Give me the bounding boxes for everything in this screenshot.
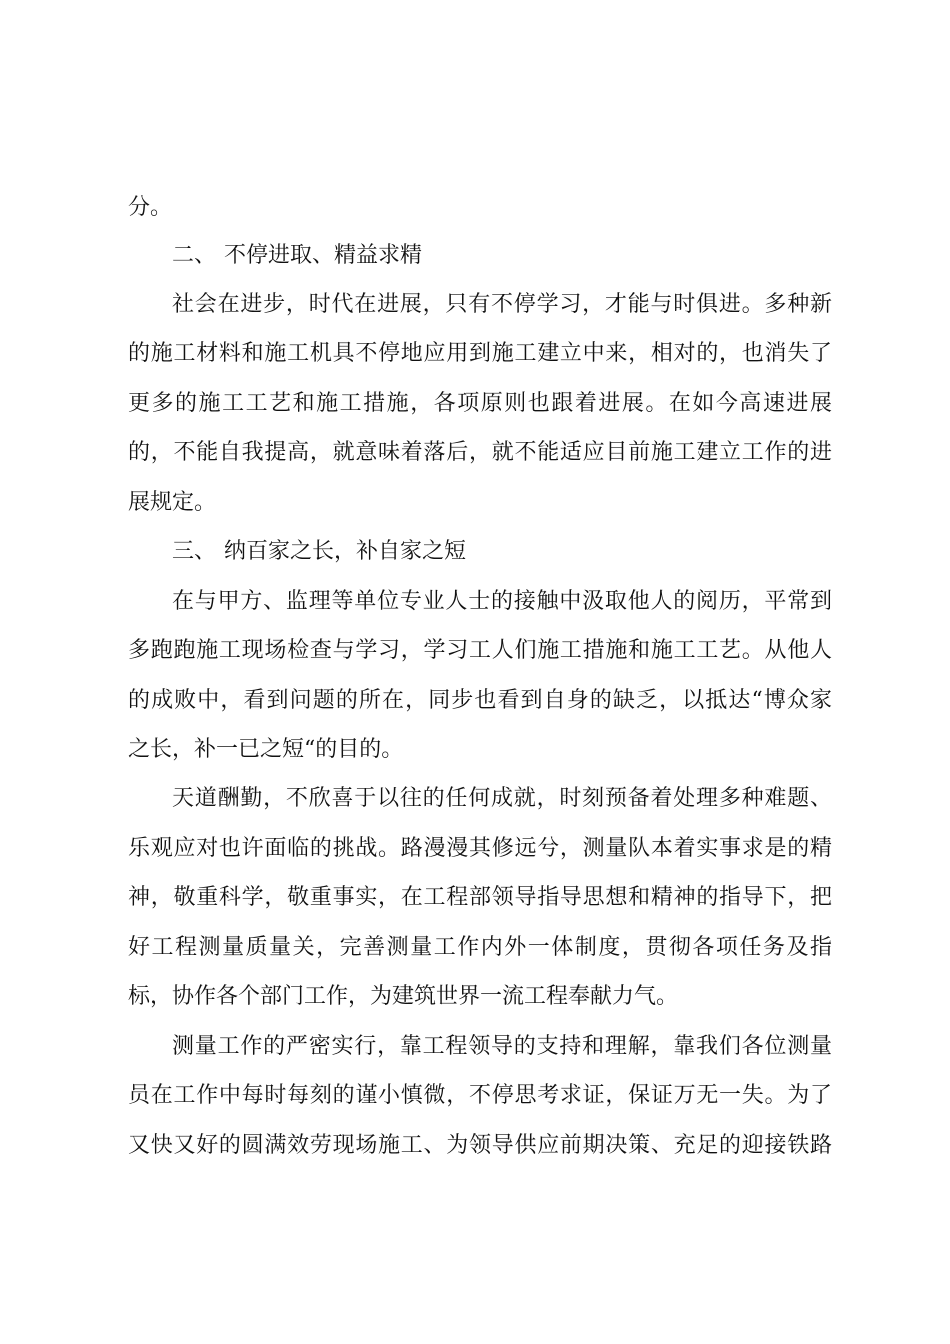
paragraph-line: 天道酬勤，不欣喜于以往的任何成就，时刻预备着处理多种难题、: [172, 786, 832, 811]
section-heading-3: [172, 537, 832, 567]
section-number: 三、: [172, 539, 217, 564]
paragraph-line: 乐观应对也许面临的挑战。路漫漫其修远兮，测量队本着实事求是的精: [128, 836, 832, 861]
text-line: 分。: [128, 195, 173, 220]
paragraph-line: 好工程测量质量关，完善测量工作内外一体制度，贯彻各项任务及指: [128, 935, 832, 960]
paragraph-line: 的施工材料和施工机具不停地应用到施工建立中来，相对的，也消失了: [128, 341, 832, 366]
paragraph-line: 测量工作的严密实行，靠工程领导的支持和理解，靠我们各位测量: [172, 1034, 832, 1059]
paragraph-line: 更多的施工工艺和施工措施，各项原则也跟着进展。在如今高速进展: [128, 391, 832, 416]
paragraph-line: 员在工作中每时每刻的谨小慎微，不停思考求证，保证万无一失。为了: [128, 1083, 832, 1108]
paragraph-line: 之长，补一已之短“的目的。: [128, 737, 404, 762]
paragraph-line: 展规定。: [128, 490, 217, 515]
section-number: 二、: [172, 243, 217, 268]
paragraph-line: 多跑跑施工现场检查与学习，学习工人们施工措施和施工工艺。从他人: [128, 638, 832, 663]
paragraph-line: 社会在进步，时代在进展，只有不停学习，才能与时俱进。多种新: [172, 292, 832, 317]
paragraph-line: 又快又好的圆满效劳现场施工、为领导供应前期决策、充足的迎接铁路: [128, 1133, 832, 1158]
paragraph-line: 的，不能自我提高，就意味着落后，就不能适应目前施工建立工作的进: [128, 440, 832, 465]
paragraph-line: 标，协作各个部门工作，为建筑世界一流工程奉献力气。: [128, 984, 679, 1009]
paragraph-line: 的成败中，看到问题的所在，同步也看到自身的缺乏，以抵达“博众家: [128, 688, 832, 713]
paragraph-line: 神，敬重科学，敬重事实，在工程部领导指导思想和精神的指导下，把: [128, 885, 832, 910]
section-title: 不停进取、精益求精: [224, 243, 423, 268]
section-title: 纳百家之长，补自家之短: [224, 539, 467, 564]
paragraph-line: 在与甲方、监理等单位专业人士的接触中汲取他人的阅历，平常到: [172, 589, 832, 614]
section-heading-2: [172, 241, 832, 271]
